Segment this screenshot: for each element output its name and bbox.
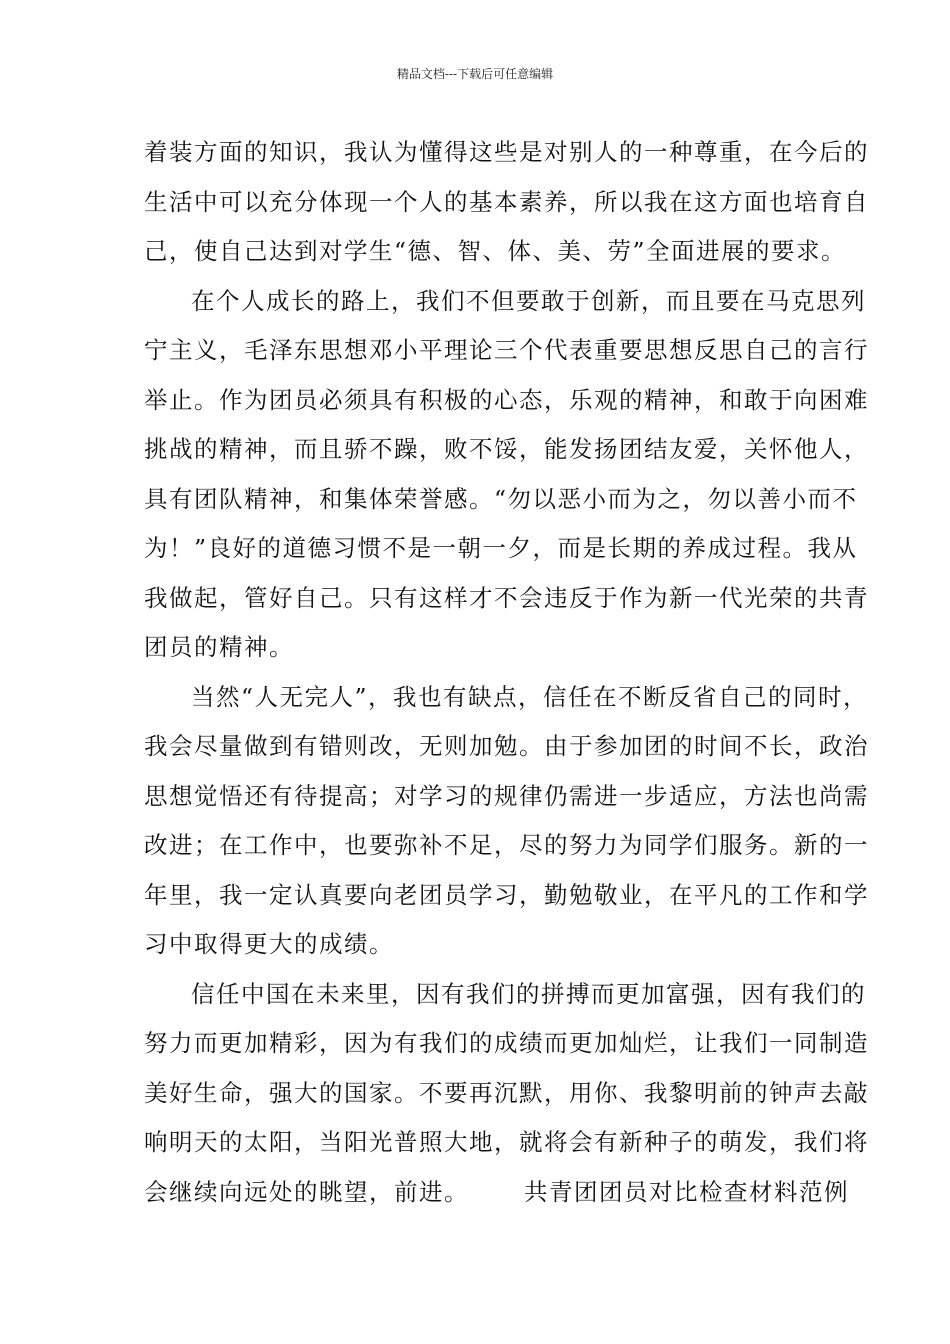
text-line: 信任中国在未来里，因有我们的拼搏而更加富强，因有我们的	[191, 979, 866, 1008]
text-line: 为！”良好的道德习惯不是一朝一夕，而是长期的养成过程。我从	[144, 534, 858, 562]
text-line: 宁主义，毛泽东思想邓小平理论三个代表重要思想反思自己的言行	[144, 336, 869, 364]
text-line: 团员的精神。	[144, 633, 294, 661]
text-line: 在个人成长的路上，我们不但要敢于创新，而且要在马克思列	[191, 286, 866, 315]
text-line: 具有团队精神，和集体荣誉感。“勿以恶小而为之，勿以善小而不	[144, 484, 858, 513]
text-line: 思想觉悟还有待提高；对学习的规律仍需进一步适应，方法也尚需	[144, 781, 869, 810]
paragraph	[144, 128, 869, 277]
text-line: 着装方面的知识，我认为懂得这些是对别人的一种尊重，在今后的	[144, 138, 869, 166]
text-line: 己，使自己达到对学生“德、智、体、美、劳”全面进展的要求。	[144, 237, 847, 265]
paragraph-last-line: 会继续向远处的眺望，前进。	[144, 1177, 469, 1206]
page-header: 精品文档---下载后可任意编辑	[396, 67, 554, 81]
text-line: 响明天的太阳，当阳光普照大地，就将会有新种子的萌发，我们将	[144, 1128, 869, 1156]
text-line: 举止。作为团员必须具有积极的心态，乐观的精神，和敢于向困难	[144, 385, 869, 414]
text-line: 努力而更加精彩，因为有我们的成绩而更加灿烂，让我们一同制造	[144, 1029, 869, 1057]
text-line: 美好生命，强大的国家。不要再沉默，用你、我黎明前的钟声去敲	[144, 1078, 869, 1107]
text-line: 挑战的精神，而且骄不躁，败不馁，能发扬团结友爱，关怀他人，	[144, 435, 869, 463]
text-line: 生活中可以充分体现一个人的基本素养，所以我在这方面也培育自	[144, 187, 869, 216]
text-line: 我会尽量做到有错则改，无则加勉。由于参加团的时间不长，政治	[144, 732, 869, 760]
paragraph	[144, 970, 869, 1218]
text-line: 年里，我一定认真要向老团员学习，勤勉敬业，在平凡的工作和学	[144, 880, 869, 909]
text-line: 习中取得更大的成绩。	[144, 930, 394, 958]
paragraph	[144, 277, 869, 673]
next-document-title: 共青团团员对比检查材料范例	[524, 1177, 849, 1206]
paragraph	[144, 673, 869, 970]
text-line: 改进；在工作中，也要弥补不足，尽的努力为同学们服务。新的一	[144, 831, 869, 859]
text-line: 我做起，管好自己。只有这样才不会违反于作为新一代光荣的共青	[144, 583, 869, 612]
text-line: 当然“人无完人”，我也有缺点，信任在不断反省自己的同时，	[191, 682, 869, 711]
text-line	[144, 1168, 849, 1218]
document-body	[144, 128, 869, 1217]
